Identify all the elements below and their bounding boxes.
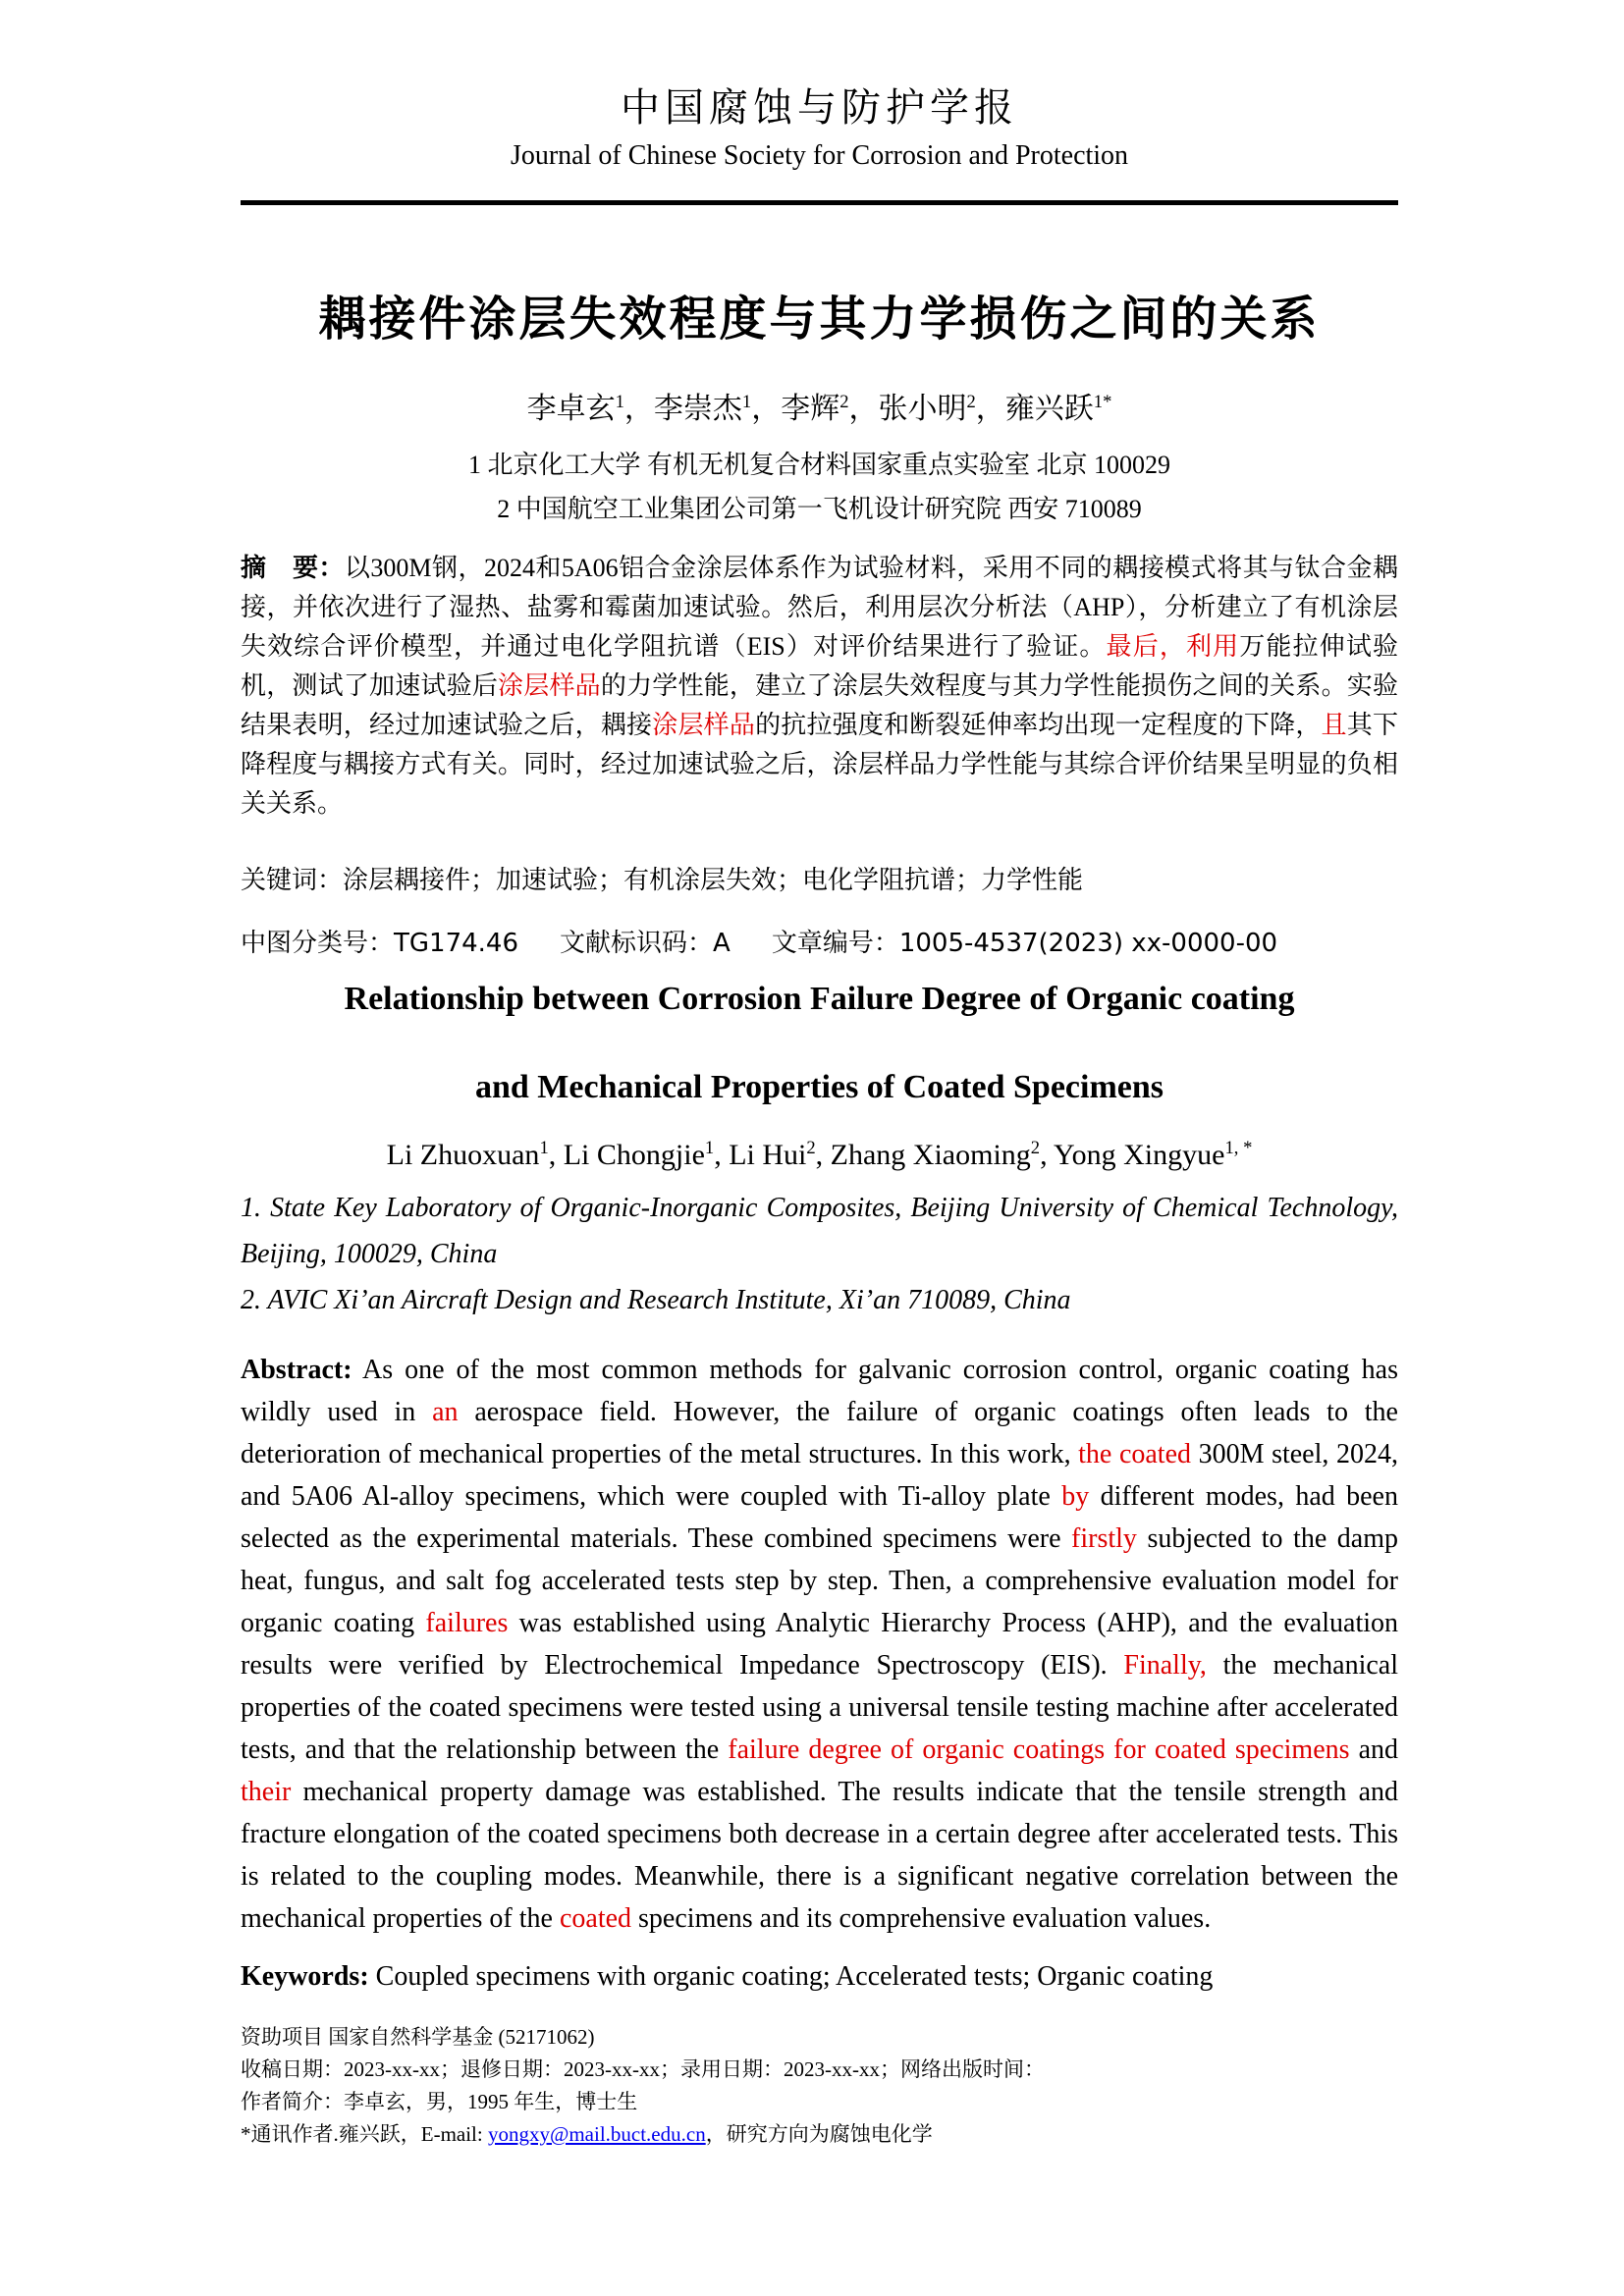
abstract-en-segment-red: by <box>1061 1481 1090 1512</box>
affiliation-en-2: 2. AVIC Xi’an Aircraft Design and Research Institute, Xi’an 710089, China <box>241 1285 1071 1315</box>
keywords-cn-label: 关键词： <box>241 866 344 895</box>
abstract-en <box>241 1349 1398 1940</box>
author-en-sup: 2 <box>806 1138 816 1158</box>
author-cn-sup: 1 <box>615 392 624 412</box>
keywords-en-text: Coupled specimens with organic coating; Accelerated tests; Organic coating <box>368 1961 1214 1992</box>
author-cn-name: ，李辉 <box>751 393 840 425</box>
keywords-en <box>241 1955 1398 1998</box>
keywords-en-label: Keywords: <box>241 1961 369 1992</box>
author-cn-sup: 1 <box>741 392 752 412</box>
corresponding-author-prefix: *通讯作者.雍兴跃，E-mail: <box>241 2122 488 2146</box>
abstract-cn-segment-red: 涂层样品 <box>652 711 756 739</box>
journal-title-cn: 中国腐蚀与防护学报 <box>621 85 1018 130</box>
abstract-en-segment-red: an <box>432 1397 459 1427</box>
author-en-name: , Li Hui <box>714 1139 807 1171</box>
author-en-sup: 1 <box>704 1138 715 1158</box>
paper-title-en-line1: Relationship between Corrosion Failure Degree of Organic coating <box>344 981 1295 1017</box>
authors-en <box>241 1126 1398 1177</box>
abstract-en-segment: different modes, had been selected as the experimental materials. These combined specimens were <box>241 1481 1398 1554</box>
abstract-cn-segment-red: 最后，利用 <box>1106 632 1240 661</box>
abstract-cn-segment: 的抗拉强度和断裂延伸率均出现一定程度的下降， <box>755 711 1322 739</box>
abstract-en-segment: As one of the most common methods for galvanic corrosion control, organic coating has wildly used in <box>241 1355 1398 1427</box>
abstract-en-segment: mechanical property damage was established. The results indicate that the tensile strength and fracture elongation of the coated specimens both decrease in a certain degree after accelerated tests. This is related to the coupling modes. Meanwhile, there is a significant negative correlation between the mechanical properties of the <box>241 1777 1398 1934</box>
affiliations-cn <box>241 443 1398 531</box>
abstract-en-segment: and <box>1349 1735 1398 1765</box>
abstract-cn-segment: 万能拉伸试验机，测试了加速试验后 <box>241 632 1398 700</box>
funding-note: 资助项目 国家自然科学基金 (52171062) <box>241 2025 595 2049</box>
author-en-sup: 2 <box>1030 1138 1041 1158</box>
author-cn-name: ，张小明 <box>848 393 967 425</box>
author-cn-name: ，雍兴跃 <box>975 393 1094 425</box>
affiliation-cn-1: 1 北京化工大学 有机无机复合材料国家重点实验室 北京 100029 <box>467 451 1170 479</box>
author-cn-name: ，李崇杰 <box>623 393 742 425</box>
author-cn-name: 李卓玄 <box>526 393 616 425</box>
abstract-cn-label: 摘 要： <box>241 554 345 583</box>
dates-note: 收稿日期：2023-xx-xx；退修日期：2023-xx-xx；录用日期：2023-xx-xx；网络出版时间： <box>241 2057 1045 2081</box>
abstract-en-segment: specimens and its comprehensive evaluation values. <box>631 1903 1212 1934</box>
author-en-sup: 1, * <box>1224 1138 1253 1158</box>
abstract-en-segment: 300M steel, 2024, and 5A06 Al-alloy specimens, which were coupled with Ti-alloy plate <box>241 1439 1398 1512</box>
abstract-cn-segment: 其下降程度与耦接方式有关。同时，经过加速试验之后，涂层样品力学性能与其综合评价结果呈明显的负相关关系。 <box>241 711 1398 818</box>
classification-line <box>241 924 1398 963</box>
clc-number: 中图分类号：TG174.46 <box>241 929 519 958</box>
abstract-en-label: Abstract: <box>241 1355 352 1385</box>
abstract-en-segment: was established using Analytic Hierarchy Process (AHP), and the evaluation results were verified by Electrochemical Impedance Spectroscopy (EIS). <box>241 1608 1398 1681</box>
abstract-en-segment-red: the coated <box>1078 1439 1192 1469</box>
author-bio-note: 作者简介：李卓玄，男，1995 年生，博士生 <box>241 2090 638 2113</box>
author-cn-sup: 2 <box>966 392 976 412</box>
abstract-en-segment-red: coated <box>559 1903 632 1934</box>
abstract-en-segment-red: Finally, <box>1123 1650 1207 1681</box>
abstract-cn-segment: 以300M钢，2024和5A06铝合金涂层体系作为试验材料，采用不同的耦接模式将其与钛合金耦接，并依次进行了湿热、盐雾和霉菌加速试验。然后，利用层次分析法（AHP），分析建立了有机涂层失效综合评价模型，并通过电化学阻抗谱（EIS）对评价结果进行了验证。 <box>241 554 1398 661</box>
abstract-en-segment-red: failures <box>425 1608 509 1638</box>
corresponding-author-note <box>241 2118 1398 2151</box>
article-id: 文章编号：1005-4537(2023) xx-0000-00 <box>771 929 1278 958</box>
authors-cn <box>241 380 1398 431</box>
author-en-name: Li Zhuoxuan <box>386 1139 540 1171</box>
paper-title-cn: 耦接件涂层失效程度与其力学损伤之间的关系 <box>318 294 1321 346</box>
paper-title-en <box>241 977 1398 1110</box>
paper-title-en-line2: and Mechanical Properties of Coated Specimens <box>474 1069 1164 1105</box>
abstract-cn-segment-red: 涂层样品 <box>498 671 601 700</box>
abstract-cn <box>241 549 1398 824</box>
abstract-cn-segment-red: 且 <box>1321 711 1347 739</box>
author-en-sup: 1 <box>539 1138 549 1158</box>
author-en-name: , Zhang Xiaoming <box>815 1139 1031 1171</box>
footnote-block <box>241 2021 1398 2151</box>
affiliations-en <box>241 1185 1398 1323</box>
abstract-en-segment: the mechanical properties of the coated specimens were tested using a universal tensile testing machine after accelerated tests, and that the relationship between the <box>241 1650 1399 1765</box>
abstract-en-segment-red: their <box>241 1777 292 1807</box>
journal-title-en: Journal of Chinese Society for Corrosion and Protection <box>510 140 1129 171</box>
author-en-name: , Yong Xingyue <box>1040 1139 1225 1171</box>
header-divider <box>241 200 1398 205</box>
abstract-cn-segment: 的力学性能，建立了涂层失效程度与其力学性能损伤之间的关系。实验结果表明，经过加速试验之后，耦接 <box>241 671 1398 739</box>
author-cn-sup: 1* <box>1093 392 1112 412</box>
abstract-en-segment-red: firstly <box>1071 1523 1137 1554</box>
affiliation-cn-2: 2 中国航空工业集团公司第一飞机设计研究院 西安 710089 <box>497 495 1142 523</box>
keywords-cn <box>241 861 1398 900</box>
email-link[interactable]: yongxy@mail.buct.edu.cn <box>487 2122 706 2146</box>
abstract-en-segment-red: failure degree of organic coatings for coated specimens <box>728 1735 1350 1765</box>
corresponding-author-suffix: ，研究方向为腐蚀电化学 <box>705 2122 933 2146</box>
journal-header <box>241 83 1398 205</box>
keywords-cn-text: 涂层耦接件；加速试验；有机涂层失效；电化学阻抗谱；力学性能 <box>343 866 1084 895</box>
abstract-en-segment: aerospace field. However, the failure of organic coatings often leads to the deterioration of mechanical properties of the metal structures. In this work, <box>241 1397 1398 1469</box>
author-en-name: , Li Chongjie <box>548 1139 705 1171</box>
affiliation-en-1: 1. State Key Laboratory of Organic-Inorganic Composites, Beijing University of Chemical Technology, Beijing, 100029, China <box>241 1193 1398 1269</box>
document-code: 文献标识码：A <box>560 929 731 958</box>
author-cn-sup: 2 <box>839 392 849 412</box>
abstract-en-segment: subjected to the damp heat, fungus, and salt fog accelerated tests step by step. Then, a comprehensive evaluation model for organic coating <box>241 1523 1398 1638</box>
